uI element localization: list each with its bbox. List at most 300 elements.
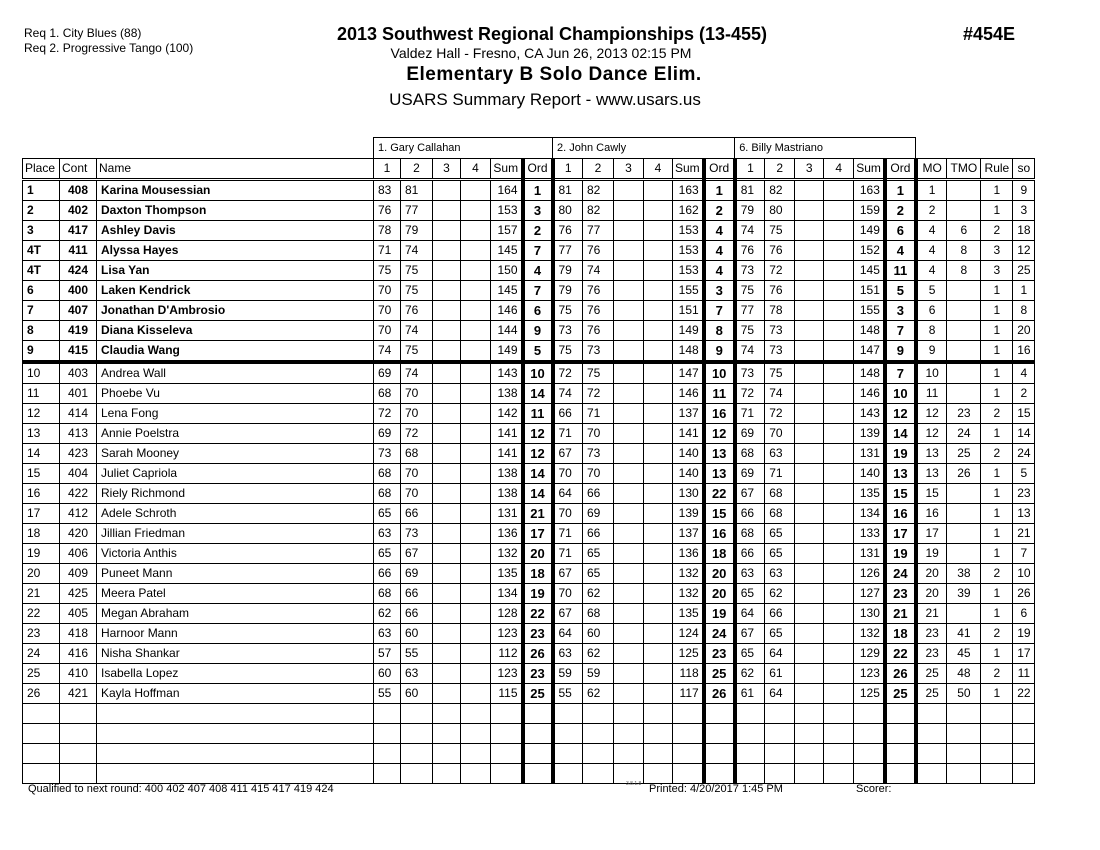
empty-cell	[673, 764, 704, 784]
ord-cell: 7	[885, 321, 916, 341]
score-cell	[824, 241, 854, 261]
empty-cell	[461, 704, 491, 724]
score-cell	[433, 341, 461, 363]
header-judge-col: 4	[461, 159, 491, 180]
tmo-cell: 25	[947, 444, 981, 464]
sum-cell: 149	[491, 341, 523, 363]
score-cell	[644, 180, 673, 201]
printed-timestamp: Printed: 4/20/2017 1:45 PM	[649, 783, 783, 795]
score-cell: 66	[401, 604, 433, 624]
rule-cell: 1	[981, 301, 1013, 321]
ord-cell: 5	[523, 341, 553, 363]
empty-cell	[491, 724, 523, 744]
score-cell: 74	[735, 341, 765, 363]
score-cell	[795, 404, 824, 424]
rule-cell: 1	[981, 341, 1013, 363]
score-cell: 73	[735, 362, 765, 384]
score-cell: 68	[374, 584, 401, 604]
sum-cell: 149	[673, 321, 704, 341]
empty-cell	[1013, 744, 1035, 764]
ord-cell: 4	[704, 241, 735, 261]
empty-cell	[23, 724, 60, 744]
score-cell: 66	[583, 484, 614, 504]
empty-cell	[885, 764, 916, 784]
tmo-cell: 23	[947, 404, 981, 424]
sum-cell: 148	[673, 341, 704, 363]
place-cell: 6	[23, 281, 60, 301]
score-cell	[614, 444, 644, 464]
empty-cell	[401, 744, 433, 764]
score-cell	[614, 362, 644, 384]
score-cell	[461, 664, 491, 684]
rule-cell: 1	[981, 484, 1013, 504]
score-cell: 75	[735, 321, 765, 341]
name-cell: Annie Poelstra	[97, 424, 374, 444]
empty-cell	[854, 724, 885, 744]
score-cell: 82	[583, 201, 614, 221]
name-cell: Victoria Anthis	[97, 544, 374, 564]
empty-cell	[614, 744, 644, 764]
empty-cell	[461, 744, 491, 764]
score-cell: 55	[553, 684, 583, 704]
tmo-cell: 41	[947, 624, 981, 644]
sum-cell: 132	[854, 624, 885, 644]
cont-cell: 425	[60, 584, 97, 604]
mo-cell: 16	[916, 504, 947, 524]
score-cell: 73	[401, 524, 433, 544]
score-cell: 74	[401, 362, 433, 384]
score-cell	[795, 524, 824, 544]
score-cell	[824, 684, 854, 704]
score-cell: 63	[374, 624, 401, 644]
mo-cell: 12	[916, 424, 947, 444]
mo-cell: 4	[916, 241, 947, 261]
empty-cell	[97, 744, 374, 764]
ord-cell: 13	[885, 464, 916, 484]
ord-cell: 3	[704, 281, 735, 301]
score-cell	[614, 241, 644, 261]
sum-cell: 153	[491, 201, 523, 221]
score-cell: 76	[583, 241, 614, 261]
score-cell	[644, 281, 673, 301]
score-cell	[644, 664, 673, 684]
place-cell: 10	[23, 362, 60, 384]
score-cell: 59	[583, 664, 614, 684]
header-judge-col: 2	[401, 159, 433, 180]
name-cell: Jonathan D'Ambrosio	[97, 301, 374, 321]
score-cell: 69	[401, 564, 433, 584]
empty-cell	[374, 704, 401, 724]
mo-cell: 13	[916, 444, 947, 464]
empty-cell	[644, 704, 673, 724]
mo-cell: 12	[916, 404, 947, 424]
score-cell	[614, 504, 644, 524]
name-cell: Ashley Davis	[97, 221, 374, 241]
score-cell	[433, 362, 461, 384]
sum-cell: 140	[854, 464, 885, 484]
score-cell	[824, 544, 854, 564]
rule-cell: 2	[981, 564, 1013, 584]
score-cell: 62	[735, 664, 765, 684]
ord-cell: 12	[523, 424, 553, 444]
place-cell: 4T	[23, 241, 60, 261]
score-cell: 65	[374, 544, 401, 564]
score-cell: 67	[553, 604, 583, 624]
requirement-2: Req 2. Progressive Tango (100)	[24, 41, 194, 55]
score-cell	[614, 564, 644, 584]
so-cell: 16	[1013, 341, 1035, 363]
tmo-cell	[947, 201, 981, 221]
mo-cell: 1	[916, 180, 947, 201]
tmo-cell	[947, 604, 981, 624]
empty-cell	[916, 764, 947, 784]
score-cell: 72	[765, 404, 795, 424]
score-cell	[461, 644, 491, 664]
score-cell: 71	[374, 241, 401, 261]
rule-cell: 1	[981, 384, 1013, 404]
ord-cell: 23	[523, 624, 553, 644]
header-name: Name	[97, 159, 374, 180]
mo-cell: 4	[916, 261, 947, 281]
score-cell: 55	[401, 644, 433, 664]
rule-cell: 1	[981, 424, 1013, 444]
empty-cell	[583, 724, 614, 744]
cont-cell: 418	[60, 624, 97, 644]
ord-cell: 6	[523, 301, 553, 321]
sum-cell: 137	[673, 524, 704, 544]
ord-cell: 4	[885, 241, 916, 261]
name-cell: Nisha Shankar	[97, 644, 374, 664]
ord-cell: 20	[523, 544, 553, 564]
score-cell	[824, 524, 854, 544]
score-cell	[795, 604, 824, 624]
tmo-cell: 6	[947, 221, 981, 241]
header-place: Place	[23, 159, 60, 180]
score-cell: 77	[735, 301, 765, 321]
cont-cell: 408	[60, 180, 97, 201]
header-judge-col: Sum	[854, 159, 885, 180]
rule-cell: 1	[981, 584, 1013, 604]
sum-cell: 153	[673, 221, 704, 241]
table-row	[23, 644, 1035, 664]
place-cell: 14	[23, 444, 60, 464]
sum-cell: 145	[491, 281, 523, 301]
score-cell	[614, 424, 644, 444]
ord-cell: 9	[704, 341, 735, 363]
empty-cell	[523, 764, 553, 784]
score-cell	[795, 664, 824, 684]
judge-name: 2. John Cawly	[553, 138, 735, 159]
cont-cell: 404	[60, 464, 97, 484]
sum-cell: 146	[854, 384, 885, 404]
score-cell	[461, 201, 491, 221]
sum-cell: 142	[491, 404, 523, 424]
cont-cell: 406	[60, 544, 97, 564]
table-row	[23, 664, 1035, 684]
so-cell: 24	[1013, 444, 1035, 464]
table-row	[23, 604, 1035, 624]
rule-cell: 2	[981, 221, 1013, 241]
place-cell: 19	[23, 544, 60, 564]
judge-header-row	[23, 138, 1035, 159]
empty-cell	[433, 704, 461, 724]
ord-cell: 12	[885, 404, 916, 424]
sum-cell: 155	[854, 301, 885, 321]
ord-cell: 17	[523, 524, 553, 544]
sum-cell: 136	[491, 524, 523, 544]
empty-cell	[23, 764, 60, 784]
ord-cell: 10	[704, 362, 735, 384]
score-cell	[614, 664, 644, 684]
requirement-1: Req 1. City Blues (88)	[24, 26, 142, 40]
column-header-row	[23, 159, 1035, 180]
sum-cell: 132	[491, 544, 523, 564]
so-cell: 9	[1013, 180, 1035, 201]
score-cell: 74	[765, 384, 795, 404]
empty-row	[23, 704, 1035, 724]
empty-cell	[491, 764, 523, 784]
score-cell: 74	[583, 261, 614, 281]
cont-cell: 407	[60, 301, 97, 321]
score-cell	[644, 201, 673, 221]
score-cell: 79	[735, 201, 765, 221]
name-cell: Jillian Friedman	[97, 524, 374, 544]
mo-cell: 2	[916, 201, 947, 221]
sum-cell: 143	[854, 404, 885, 424]
score-cell: 73	[583, 341, 614, 363]
qualified-list: Qualified to next round: 400 402 407 408 411 415 417 419 424	[28, 783, 334, 795]
table-row	[23, 564, 1035, 584]
so-cell: 26	[1013, 584, 1035, 604]
sum-cell: 125	[854, 684, 885, 704]
header-so: so	[1013, 159, 1035, 180]
score-cell	[461, 624, 491, 644]
place-cell: 17	[23, 504, 60, 524]
empty-cell	[60, 744, 97, 764]
score-cell: 65	[374, 504, 401, 524]
cont-cell: 417	[60, 221, 97, 241]
table-row	[23, 341, 1035, 363]
empty-cell	[673, 704, 704, 724]
empty-cell	[433, 724, 461, 744]
score-cell: 69	[374, 362, 401, 384]
sum-cell: 112	[491, 644, 523, 664]
rule-cell: 2	[981, 404, 1013, 424]
header-judge-col: 3	[433, 159, 461, 180]
cont-cell: 405	[60, 604, 97, 624]
score-cell: 72	[765, 261, 795, 281]
score-cell: 79	[553, 261, 583, 281]
score-cell	[644, 362, 673, 384]
score-cell	[795, 484, 824, 504]
table-row	[23, 384, 1035, 404]
rule-cell: 1	[981, 281, 1013, 301]
ord-cell: 20	[704, 564, 735, 584]
score-cell	[824, 362, 854, 384]
score-cell	[614, 524, 644, 544]
score-cell	[795, 201, 824, 221]
score-cell: 72	[401, 424, 433, 444]
score-cell: 68	[401, 444, 433, 464]
empty-cell	[644, 744, 673, 764]
sum-cell: 131	[854, 444, 885, 464]
score-cell	[824, 221, 854, 241]
score-cell: 74	[401, 321, 433, 341]
rule-cell: 2	[981, 624, 1013, 644]
cont-cell: 410	[60, 664, 97, 684]
sum-cell: 138	[491, 384, 523, 404]
place-cell: 11	[23, 384, 60, 404]
name-cell: Lena Fong	[97, 404, 374, 424]
score-cell: 64	[553, 484, 583, 504]
score-cell: 67	[401, 544, 433, 564]
empty-cell	[735, 764, 765, 784]
empty-cell	[735, 704, 765, 724]
header-rule: Rule	[981, 159, 1013, 180]
score-cell	[461, 524, 491, 544]
empty-cell	[981, 744, 1013, 764]
score-cell	[461, 604, 491, 624]
score-cell: 81	[735, 180, 765, 201]
empty-cell	[765, 724, 795, 744]
score-cell: 70	[374, 301, 401, 321]
cont-cell: 415	[60, 341, 97, 363]
table-row	[23, 201, 1035, 221]
empty-cell	[553, 764, 583, 784]
score-cell: 65	[735, 584, 765, 604]
score-cell: 59	[553, 664, 583, 684]
empty-cell	[824, 704, 854, 724]
score-cell: 76	[553, 221, 583, 241]
score-cell	[614, 341, 644, 363]
header-judge-col: 1	[374, 159, 401, 180]
score-cell	[795, 684, 824, 704]
score-cell: 67	[553, 444, 583, 464]
empty-cell	[795, 704, 824, 724]
ord-cell: 25	[523, 684, 553, 704]
table-row	[23, 404, 1035, 424]
sum-cell: 163	[854, 180, 885, 201]
score-cell	[433, 544, 461, 564]
ord-cell: 14	[523, 484, 553, 504]
score-cell: 67	[735, 624, 765, 644]
score-cell	[614, 261, 644, 281]
ord-cell: 9	[523, 321, 553, 341]
place-cell: 21	[23, 584, 60, 604]
score-cell	[824, 261, 854, 281]
cont-cell: 423	[60, 444, 97, 464]
score-cell	[614, 281, 644, 301]
table-row	[23, 321, 1035, 341]
so-cell: 13	[1013, 504, 1035, 524]
score-cell	[644, 484, 673, 504]
place-cell: 12	[23, 404, 60, 424]
table-row	[23, 684, 1035, 704]
score-cell: 69	[374, 424, 401, 444]
score-cell	[824, 624, 854, 644]
score-cell	[795, 301, 824, 321]
header-judge-col: Ord	[885, 159, 916, 180]
ord-cell: 19	[523, 584, 553, 604]
ord-cell: 12	[523, 444, 553, 464]
sum-cell: 117	[673, 684, 704, 704]
sum-cell: 150	[491, 261, 523, 281]
empty-row	[23, 764, 1035, 784]
so-cell: 6	[1013, 604, 1035, 624]
empty-cell	[824, 744, 854, 764]
empty-cell	[401, 724, 433, 744]
empty-cell	[854, 704, 885, 724]
empty-cell	[97, 704, 374, 724]
score-cell: 71	[765, 464, 795, 484]
empty-cell	[947, 764, 981, 784]
ord-cell: 18	[704, 544, 735, 564]
empty-cell	[23, 704, 60, 724]
name-cell: Claudia Wang	[97, 341, 374, 363]
ord-cell: 13	[704, 464, 735, 484]
score-cell: 69	[583, 504, 614, 524]
sum-cell: 146	[673, 384, 704, 404]
ord-cell: 3	[523, 201, 553, 221]
score-cell: 65	[765, 524, 795, 544]
tmo-cell: 24	[947, 424, 981, 444]
empty-cell	[704, 744, 735, 764]
sum-cell: 123	[491, 624, 523, 644]
score-cell	[795, 644, 824, 664]
score-cell: 68	[735, 444, 765, 464]
rule-cell: 1	[981, 604, 1013, 624]
empty-cell	[583, 764, 614, 784]
header-tmo: TMO	[947, 159, 981, 180]
score-cell: 73	[374, 444, 401, 464]
empty-cell	[916, 744, 947, 764]
score-cell	[461, 341, 491, 363]
score-cell: 67	[735, 484, 765, 504]
score-cell: 76	[765, 241, 795, 261]
sum-cell: 151	[854, 281, 885, 301]
score-cell: 75	[765, 221, 795, 241]
tmo-cell	[947, 180, 981, 201]
score-cell	[824, 584, 854, 604]
score-cell: 65	[765, 624, 795, 644]
empty-row	[23, 744, 1035, 764]
score-cell: 61	[735, 684, 765, 704]
scorer-label: Scorer:	[856, 783, 892, 795]
ord-cell: 15	[704, 504, 735, 524]
score-cell: 62	[374, 604, 401, 624]
ord-cell: 26	[885, 664, 916, 684]
header-judge-col: Sum	[491, 159, 523, 180]
score-cell: 76	[374, 201, 401, 221]
ord-cell: 2	[885, 201, 916, 221]
venue-date: Valdez Hall - Fresno, CA Jun 26, 2013 02:15 PM	[390, 45, 692, 61]
name-cell: Isabella Lopez	[97, 664, 374, 684]
empty-cell	[644, 724, 673, 744]
score-cell	[644, 221, 673, 241]
empty-cell	[795, 764, 824, 784]
score-cell	[614, 684, 644, 704]
tmo-cell	[947, 484, 981, 504]
ord-cell: 7	[704, 301, 735, 321]
score-cell	[795, 424, 824, 444]
rule-cell: 3	[981, 241, 1013, 261]
sum-cell: 141	[491, 444, 523, 464]
score-cell: 71	[583, 404, 614, 424]
score-cell	[824, 464, 854, 484]
score-cell: 72	[583, 384, 614, 404]
score-cell	[795, 341, 824, 363]
mo-cell: 21	[916, 604, 947, 624]
